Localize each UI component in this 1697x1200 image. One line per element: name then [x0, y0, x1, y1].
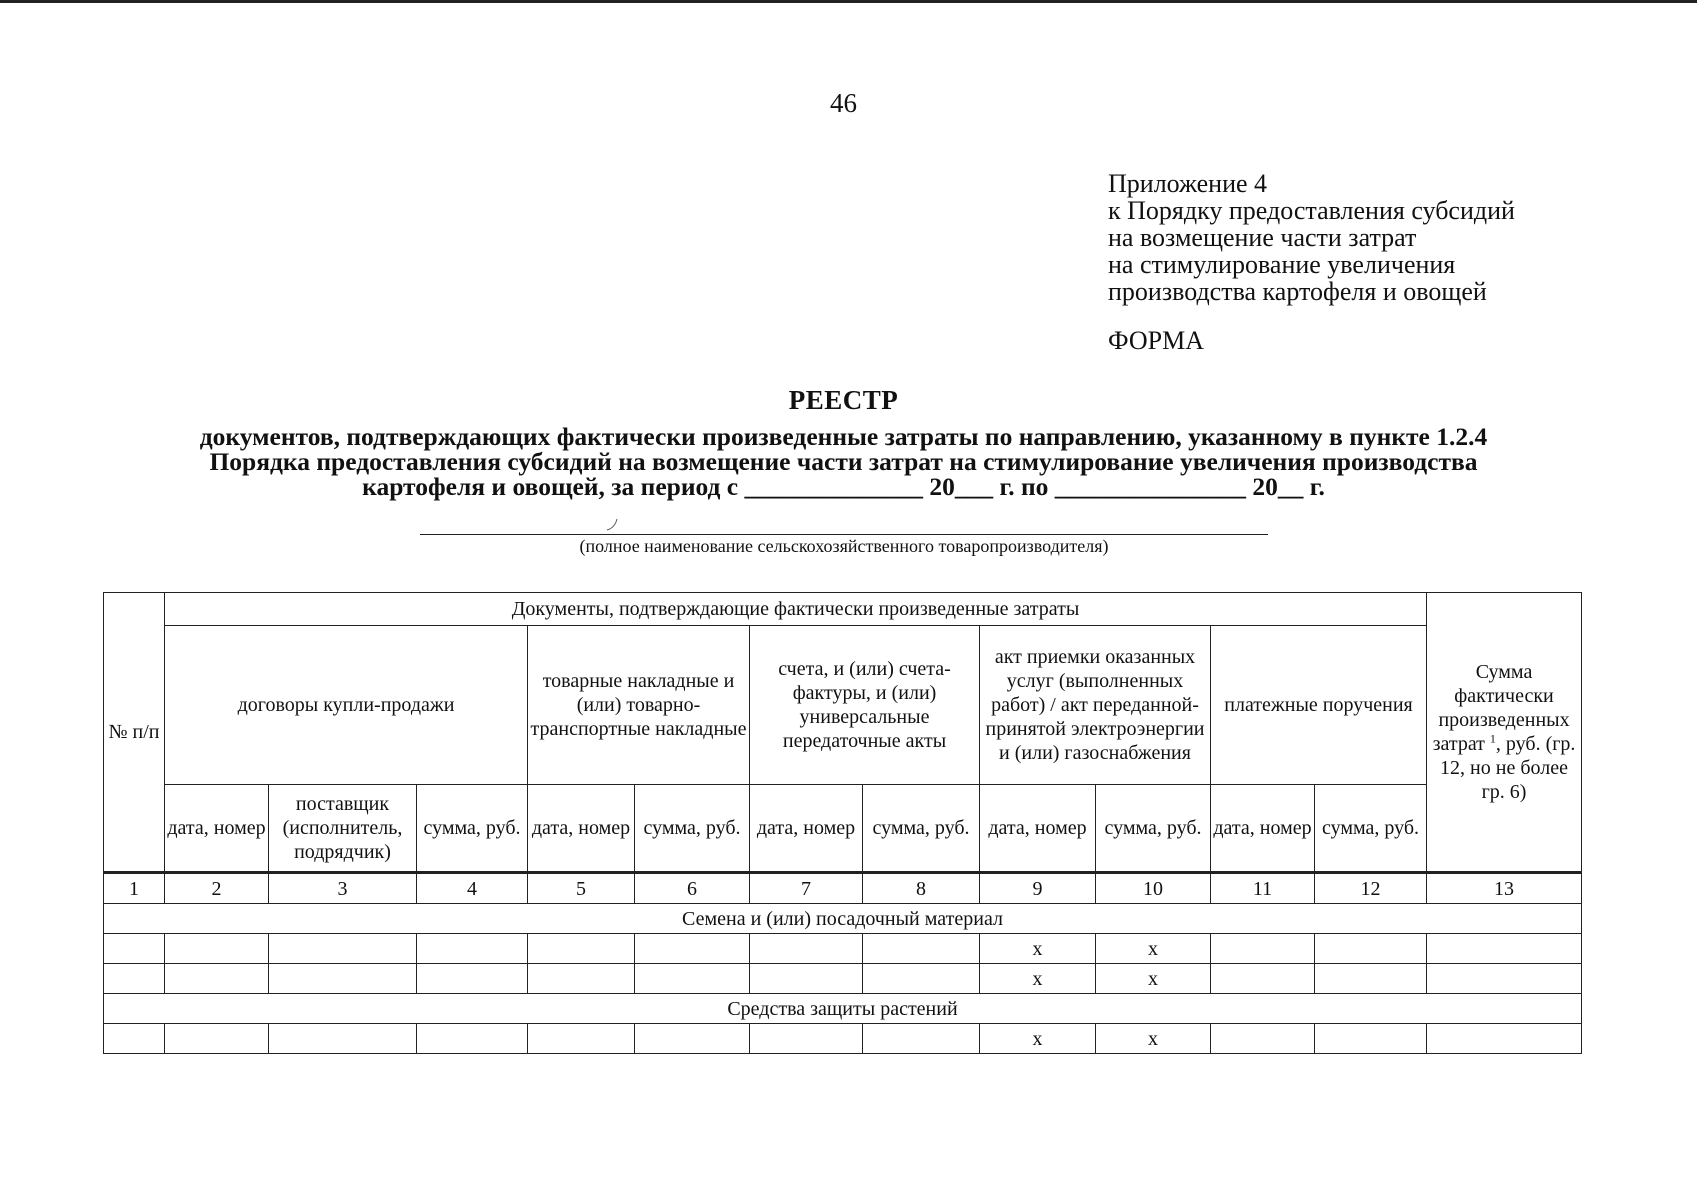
table-cell[interactable]: [750, 1024, 863, 1054]
table-row: [104, 964, 1582, 994]
subheader-cell: поставщик (исполнитель, подрядчик): [269, 785, 417, 873]
table-cell[interactable]: [1315, 964, 1427, 994]
register-title: РЕЕСТР: [788, 385, 899, 415]
column-number: 3: [269, 873, 417, 904]
section-title: Средства защиты растений: [104, 994, 1582, 1024]
table-cell[interactable]: [269, 964, 417, 994]
appendix-line: на стимулирование увеличения: [1108, 250, 1456, 279]
table-cell[interactable]: [165, 1024, 269, 1054]
table-cell[interactable]: [165, 934, 269, 964]
header-total-sum: [1427, 593, 1582, 873]
column-number: 4: [417, 873, 528, 904]
register-table: [103, 592, 1582, 1054]
table-cell[interactable]: [863, 1024, 980, 1054]
table-cell[interactable]: [635, 1024, 750, 1054]
column-number: 10: [1096, 873, 1211, 904]
subheader-cell: сумма, руб.: [635, 785, 750, 873]
table-cell: х: [1096, 964, 1211, 994]
header-contracts: договоры купли-продажи: [165, 626, 528, 785]
header-payment-orders: платежные поручения: [1211, 626, 1427, 785]
subheader-cell: дата, номер: [1211, 785, 1315, 873]
table-cell[interactable]: [104, 1024, 165, 1054]
table-cell[interactable]: [165, 964, 269, 994]
subtitle-line: картофеля и овощей, за период с ______________ 20___ г. по _______________ 20__ г.: [362, 472, 1325, 501]
table-cell: х: [980, 934, 1096, 964]
header-acceptance-acts: акт приемки оказанных услуг (выполненных работ) / акт переданной-принятой электроэнергии и (или) газоснабжения: [980, 626, 1211, 785]
table-cell: х: [1096, 1024, 1211, 1054]
subheader-cell: дата, номер: [750, 785, 863, 873]
table-cell[interactable]: [528, 964, 635, 994]
register-subtitle: [40, 424, 1647, 499]
appendix-line: производства картофеля и овощей: [1108, 277, 1487, 306]
column-number: 9: [980, 873, 1096, 904]
organization-caption: (полное наименование сельскохозяйственного товаропроизводителя): [579, 536, 1109, 556]
table-cell[interactable]: [1315, 1024, 1427, 1054]
table-cell[interactable]: [635, 934, 750, 964]
footnote-marker: 1: [1489, 731, 1496, 746]
page-number: 46: [830, 88, 857, 118]
column-number: 1: [104, 873, 165, 904]
subtitle-line: Порядка предоставления субсидий на возмещение части затрат на стимулирование увеличения производства: [209, 447, 1478, 476]
table-cell[interactable]: [863, 964, 980, 994]
table-cell[interactable]: [750, 964, 863, 994]
subheader-cell: сумма, руб.: [1315, 785, 1427, 873]
header-waybills: товарные накладные и (или) товарно-транспортные накладные: [528, 626, 750, 785]
table-cell[interactable]: [417, 934, 528, 964]
page-border-top: [0, 0, 1697, 3]
table-row: [104, 934, 1582, 964]
section-row: [104, 994, 1582, 1024]
subtitle-line: документов, подтверждающих фактически произведенные затраты по направлению, указанному в пункте 1.2.4: [199, 422, 1488, 451]
subheader-cell: сумма, руб.: [1096, 785, 1211, 873]
subheader-cell: дата, номер: [980, 785, 1096, 873]
appendix-line: Приложение 4: [1108, 169, 1268, 198]
table-cell[interactable]: [1211, 934, 1315, 964]
table-cell[interactable]: [1211, 1024, 1315, 1054]
header-total-sum-label: Сумма фактически произведенных затрат: [1432, 661, 1570, 755]
subheader-cell: сумма, руб.: [417, 785, 528, 873]
column-number: 5: [528, 873, 635, 904]
subheader-cell: дата, номер: [528, 785, 635, 873]
column-number: 13: [1427, 873, 1582, 904]
table-cell[interactable]: [528, 1024, 635, 1054]
table-cell[interactable]: [104, 934, 165, 964]
table-cell[interactable]: [528, 934, 635, 964]
column-number: 8: [863, 873, 980, 904]
table-cell[interactable]: [1315, 934, 1427, 964]
table-cell[interactable]: [1427, 1024, 1582, 1054]
column-number: 7: [750, 873, 863, 904]
column-number: 6: [635, 873, 750, 904]
table-cell: х: [1096, 934, 1211, 964]
table-cell[interactable]: [1427, 934, 1582, 964]
section-row: [104, 904, 1582, 934]
table-cell[interactable]: [863, 934, 980, 964]
header-total-sum-tail: , руб. (гр. 12, но не более гр. 6): [1440, 733, 1576, 803]
subheader-cell: дата, номер: [165, 785, 269, 873]
appendix-line: к Порядку предоставления субсидий: [1108, 196, 1515, 225]
table-cell: х: [980, 1024, 1096, 1054]
header-row-number: № п/п: [104, 593, 165, 873]
table-cell: х: [980, 964, 1096, 994]
table-cell[interactable]: [269, 1024, 417, 1054]
organization-name-line: [420, 534, 1268, 535]
header-documents-group: Документы, подтверждающие фактически произведенные затраты: [165, 593, 1427, 626]
ink-mark: [606, 518, 620, 532]
table-cell[interactable]: [1211, 964, 1315, 994]
column-numbers-row: [104, 873, 1582, 904]
appendix-line: на возмещение части затрат: [1108, 223, 1417, 252]
subheader-cell: сумма, руб.: [863, 785, 980, 873]
form-label: ФОРМА: [1108, 326, 1204, 355]
header-invoices: счета, и (или) счета-фактуры, и (или) универсальные передаточные акты: [750, 626, 980, 785]
table-cell[interactable]: [417, 964, 528, 994]
appendix-block: [1108, 170, 1515, 305]
table-cell[interactable]: [1427, 964, 1582, 994]
table-cell[interactable]: [750, 934, 863, 964]
table-cell[interactable]: [104, 964, 165, 994]
table-cell[interactable]: [417, 1024, 528, 1054]
table-row: [104, 1024, 1582, 1054]
section-title: Семена и (или) посадочный материал: [104, 904, 1582, 934]
column-number: 12: [1315, 873, 1427, 904]
column-number: 11: [1211, 873, 1315, 904]
table-cell[interactable]: [635, 964, 750, 994]
table-cell[interactable]: [269, 934, 417, 964]
column-number: 2: [165, 873, 269, 904]
